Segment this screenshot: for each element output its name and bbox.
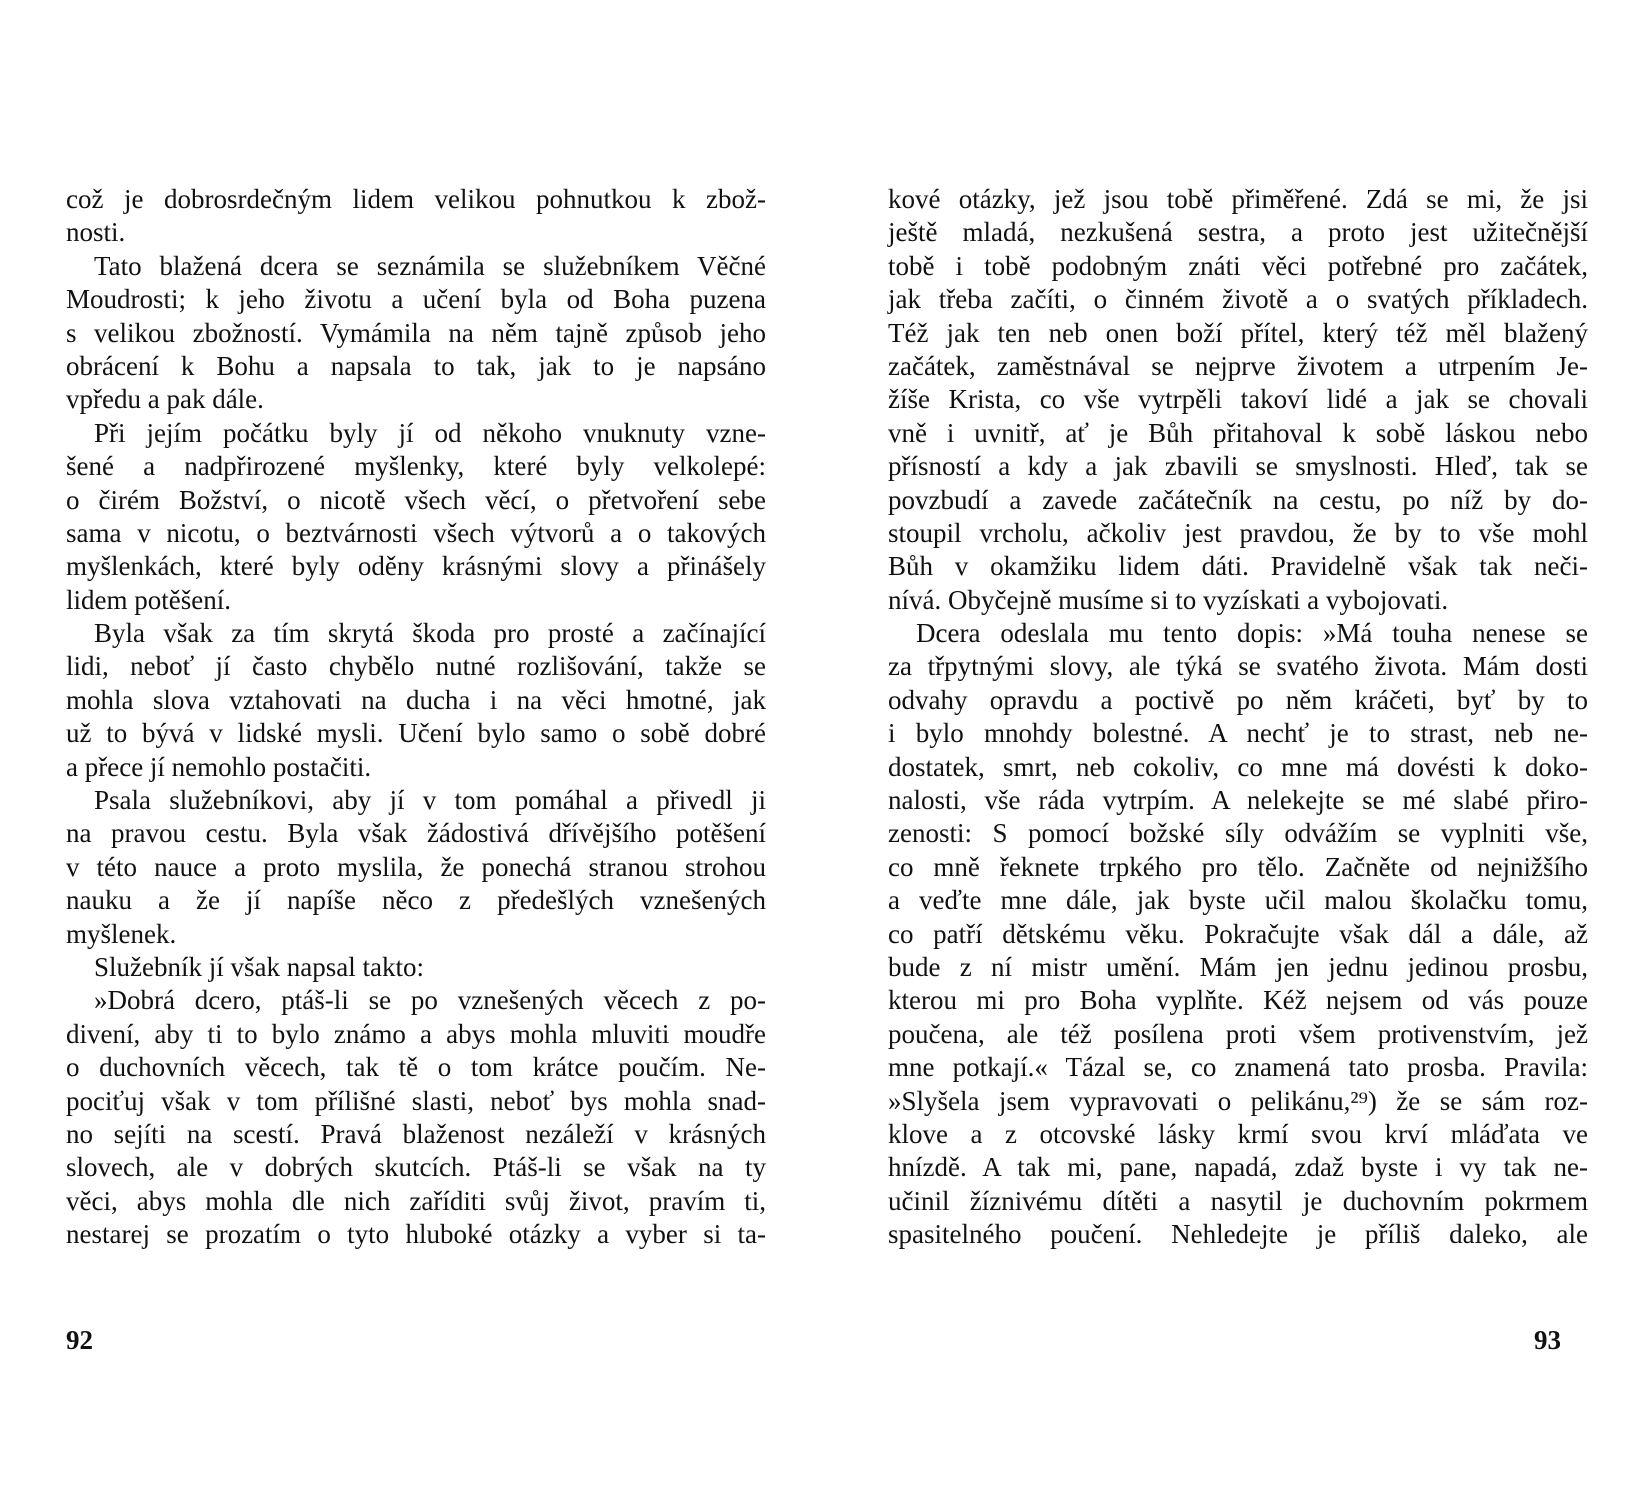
text-line: co mně řeknete trpkého pro tělo. Začněte od nejnižšího [888,851,1588,882]
text-line: klove a z otcovské lásky krmí svou krví mláďata ve [888,1118,1588,1149]
text-line: Služebník jí však napsal takto: [94,951,424,982]
text-line: povzbudí a zavede začátečník na cestu, po níž by do- [888,484,1588,515]
text-line: o čirém Božství, o nicotě všech věcí, o přetvoření sebe [66,484,766,515]
text-line: nauku a že jí napíše něco z předešlých vznešených [66,885,766,916]
text-line: pociťuj však v tom přílišné slasti, neboť bys mohla snad- [66,1085,766,1116]
text-line: mohla slova vztahovati na ducha i na věci hmotné, jak [66,684,766,715]
text-line: Psala služebníkovi, aby jí v tom pomáhal a přivedl ji [94,785,766,816]
text-line: kové otázky, jež jsou tobě přiměřené. Zdá se mi, že jsi [888,184,1588,214]
text-line: a přece jí nemohlo postačiti. [66,751,372,782]
text-line: nalosti, vše ráda vytrpím. A nelekejte se mé slabé přiro- [888,785,1588,816]
text-line: nestarej se prozatím o tyto hluboké otázky a vyber si ta- [66,1219,766,1250]
text-line: žíše Krista, co vše vytrpěli takoví lidé a jak se chovali [888,384,1588,415]
text-line: slovech, ale v dobrých skutcích. Ptáš-li se však na ty [66,1152,766,1183]
text-line: no sejíti na scestí. Pravá blaženost nezáleží v krásných [66,1118,766,1149]
text-line: jak třeba začíti, o činném životě a o svatých příkladech. [888,284,1588,315]
text-line: i bylo mnohdy bolestné. A nechť je to strast, neb ne- [888,718,1588,749]
text-line: přísností a kdy a jak zbavili se smyslnosti. Hleď, tak se [888,451,1588,482]
left-page-text [66,183,766,1252]
text-line: Tato blažená dcera se seznámila se služebníkem Věčné [94,250,766,281]
text-line: sama v nicotu, o beztvárnosti všech výtvorů a o takových [66,517,766,548]
text-line: nosti. [66,217,126,248]
text-line: stoupil vrcholu, ačkoliv jest pravdou, že by to vše mohl [888,517,1588,548]
text-line: a veďte mne dále, jak byste učil malou školačku tomu, [888,885,1588,916]
text-line: odvahy opravdu a poctivě po něm kráčeti, byť by to [888,684,1588,715]
text-line: začátek, zaměstnával se nejprve životem a utrpením Je- [888,350,1588,381]
text-line: bude z ní mistr umění. Mám jen jednu jedinou prosbu, [888,951,1588,982]
text-line: v této nauce a proto myslila, že ponechá stranou strohou [66,851,766,882]
text-line: poučena, ale též posílena proti všem protivenstvím, jež [888,1018,1588,1049]
page-number-right: 93 [1534,1325,1561,1355]
text-line: ještě mladá, nezkušená sestra, a proto jest užitečnější [888,217,1588,248]
text-line: tobě i tobě podobným znáti věci potřebné pro začátek, [888,250,1588,281]
text-line: obrácení k Bohu a napsala to tak, jak to je napsáno [66,350,766,381]
text-line: šené a nadpřirozené myšlenky, které byly velkolepé: [66,451,766,482]
text-line: za třpytnými slovy, ale týká se svatého života. Mám dosti [888,651,1588,682]
text-line: Byla však za tím skrytá škoda pro prosté a začínající [94,618,766,649]
text-line: Též jak ten neb onen boží přítel, který též měl blažený [888,317,1588,348]
text-line: vpředu a pak dále. [66,384,264,415]
text-line: »Slyšela jsem vypravovati o pelikánu,²⁹) že se sám roz- [888,1085,1588,1116]
text-line: myšlenek. [66,918,177,949]
text-line: kterou mi pro Boha vyplňte. Kéž nejsem od vás pouze [888,985,1588,1016]
text-line: učinil žíznivému dítěti a nasytil je duchovním pokrmem [888,1185,1588,1216]
text-line: vně i uvnitř, ať je Bůh přitahoval k sobě láskou nebo [888,417,1588,448]
text-line: Dcera odeslala mu tento dopis: »Má touha nenese se [916,618,1588,649]
text-line: Moudrosti; k jeho životu a učení byla od Boha puzena [66,284,766,315]
text-line: co patří dětskému věku. Pokračujte však dál a dále, až [888,918,1588,949]
text-line: zenosti: S pomocí božské síly odvážím se vyplniti vše, [888,818,1588,849]
right-page-text [888,183,1588,1252]
text-line: věci, abys mohla dle nich zaříditi svůj život, pravím ti, [66,1185,766,1216]
text-line: s velikou zbožností. Vymámila na něm tajně způsob jeho [66,317,766,348]
text-line: »Dobrá dcero, ptáš-li se po vznešených věcech z po- [94,985,766,1016]
text-line: dostatek, smrt, neb cokoliv, co mne má dovésti k doko- [888,751,1588,782]
text-line: lidi, neboť jí často chybělo nutné rozlišování, takže se [66,651,766,682]
text-line: divení, aby ti to bylo známo a abys mohla mluviti moudře [66,1018,766,1049]
text-line: mne potkají.« Tázal se, co znamená tato prosba. Pravila: [888,1052,1588,1083]
text-line: o duchovních věcech, tak tě o tom krátce poučím. Ne- [66,1052,766,1083]
text-line: což je dobrosrdečným lidem velikou pohnutkou k zbož- [66,184,766,214]
page-number-left: 92 [66,1325,93,1355]
text-line: myšlenkách, které byly oděny krásnými slovy a přinášely [66,551,766,582]
text-line: už to bývá v lidské mysli. Učení bylo samo o sobě dobré [66,718,766,749]
text-line: na pravou cestu. Byla však žádostivá dřívějšího potěšení [66,818,766,849]
text-line: lidem potěšení. [66,584,231,615]
text-line: spasitelného poučení. Nehledejte je příliš daleko, ale [888,1219,1588,1250]
text-line: Bůh v okamžiku lidem dáti. Pravidelně však tak neči- [888,551,1588,582]
text-line: Při jejím počátku byly jí od někoho vnuknuty vzne- [94,417,766,448]
text-line: hnízdě. A tak mi, pane, napadá, zdaž byste i vy tak ne- [888,1152,1588,1183]
text-line: nívá. Obyčejně musíme si to vyzískati a vybojovati. [888,584,1449,615]
